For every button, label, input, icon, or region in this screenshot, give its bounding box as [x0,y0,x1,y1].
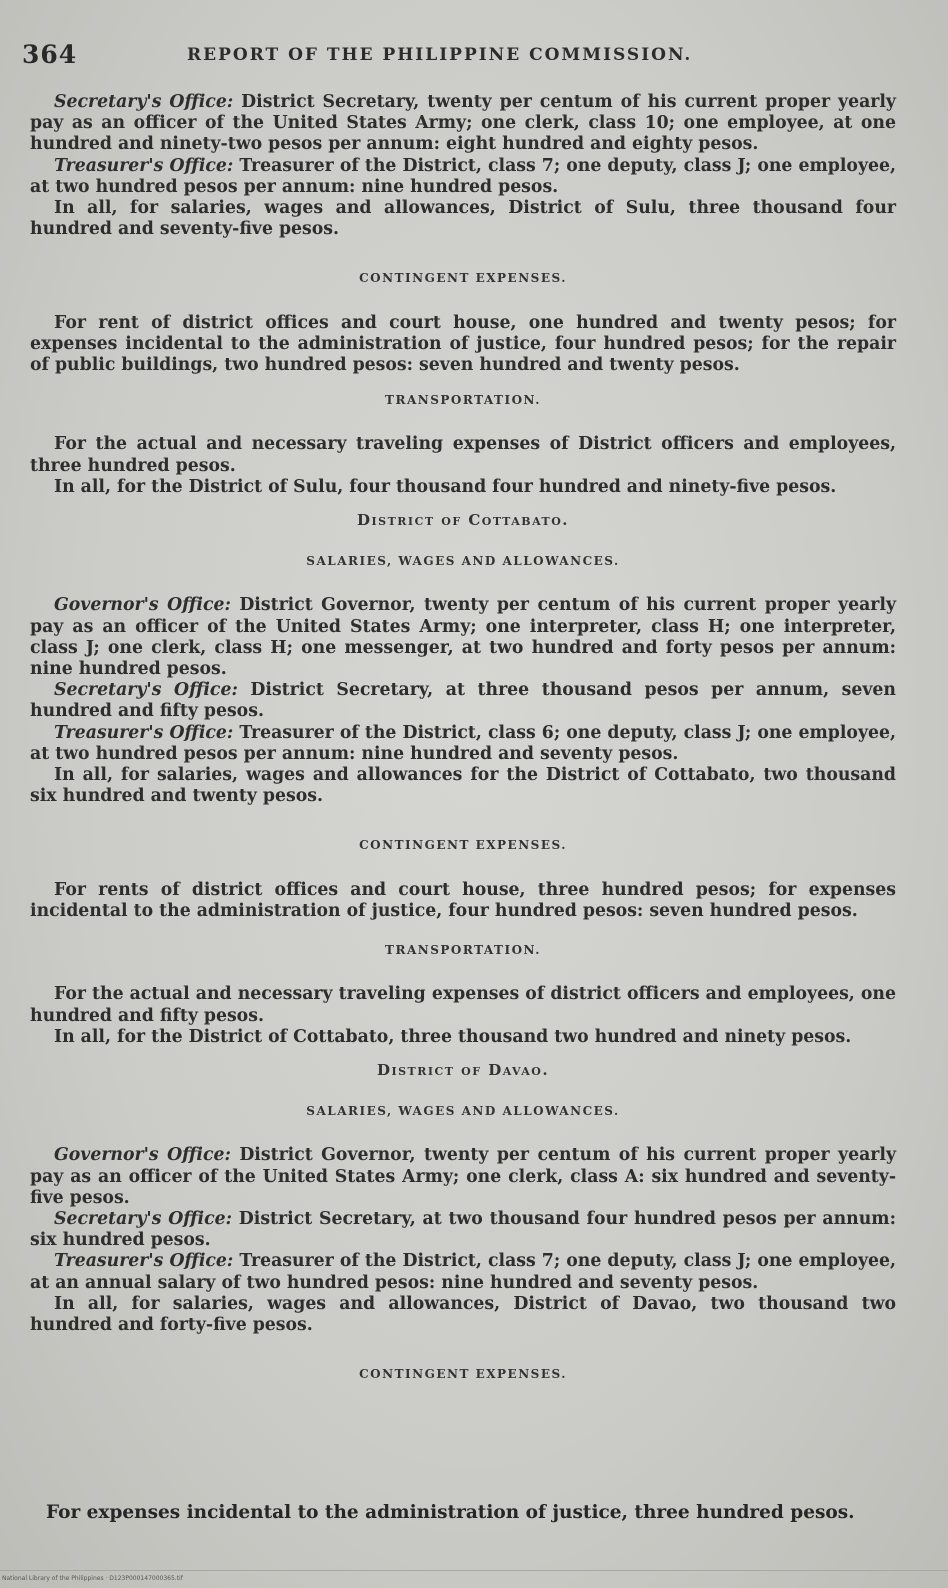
paragraph-text: Treasurer of the District, class 6; one deputy, class J; one employee, at two hundred pesos per annum: nine hundred and seventy pesos. [30,722,896,764]
office-label: Treasurer's Office: [54,722,234,743]
section-heading: TRANSPORTATION. [385,943,541,958]
paragraph: For the actual and necessary traveling expenses of district officers and employees, one hundred and fifty pesos. [30,984,896,1026]
paragraph [30,1209,896,1251]
paragraph-text: District Secretary, at two thousand four hundred pesos per annum: six hundred pesos. [30,1208,896,1251]
final-paragraph: For expenses incidental to the administration of justice, three hundred pesos. [46,1502,855,1523]
paragraph: In all, for the District of Cottabato, three thousand two hundred and ninety pesos. [54,1026,852,1047]
footer-divider [0,1570,948,1571]
paragraph: For rent of district offices and court house, one hundred and twenty pesos; for expenses incidental to the administration of justice, four hundred pesos; for the repair of public buildings, two hundred pesos: seven hundred and twenty pesos. [30,312,896,376]
office-label: Treasurer's Office: [54,155,234,176]
paragraph-text: Treasurer of the District, class 7; one deputy, class J; one employee, at an annual salary of two hundred pesos: nine hundred and seventy pesos. [30,1251,896,1293]
page-body [30,92,896,1408]
office-label: Treasurer's Office: [54,1251,234,1272]
paragraph [30,723,896,765]
office-label: Governor's Office: [54,1145,231,1166]
paragraph: In all, for salaries, wages and allowances, District of Davao, two thousand two hundred and forty-five pesos. [30,1293,896,1335]
section-heading: CONTINGENT EXPENSES. [359,838,567,853]
paragraph [30,1251,896,1293]
section-heading: SALARIES, WAGES AND ALLOWANCES. [306,1104,620,1119]
paragraph [30,595,896,680]
district-heading: District of Cottabato. [357,511,569,530]
section-heading: SALARIES, WAGES AND ALLOWANCES. [306,554,620,569]
office-label: Secretary's Office: [54,1208,233,1229]
paragraph: In all, for salaries, wages and allowances for the District of Cottabato, two thousand six hundred and twenty pesos. [30,765,896,807]
office-label: Secretary's Office: [54,680,238,701]
paragraph: For the actual and necessary traveling expenses of District officers and employees, three hundred pesos. [30,434,896,476]
paragraph-text: District Governor, twenty per centum of his current proper yearly pay as an officer of the United States Army; one interpreter, class H; one interpreter, class J; one clerk, class H; one messenger, at two hundred and forty pesos per annum: nine hundred pesos. [30,595,896,680]
paragraph-text: Treasurer of the District, class 7; one deputy, class J; one employee, at two hundred pesos per annum: nine hundred pesos. [30,155,896,197]
paragraph-text: District Governor, twenty per centum of his current proper yearly pay as an officer of the United States Army; one clerk, class A: six hundred and seventy-five pesos. [30,1145,896,1208]
running-title: REPORT OF THE PHILIPPINE COMMISSION. [187,45,693,65]
page-number: 364 [22,40,78,69]
scan-footer: National Library of the Philippines · D123P000147000365.tif [2,1575,183,1582]
page-header [22,40,902,80]
paragraph [30,156,896,198]
paragraph: In all, for salaries, wages and allowances, District of Sulu, three thousand four hundred and seventy-five pesos. [30,198,896,240]
paragraph [30,1145,896,1209]
district-heading: District of Davao. [376,1060,550,1079]
paragraph: In all, for the District of Sulu, four thousand four hundred and ninety-five pesos. [54,476,837,497]
paragraph: For rents of district offices and court house, three hundred pesos; for expenses incidental to the administration of justice, four hundred pesos: seven hundred pesos. [30,879,896,921]
section-heading: CONTINGENT EXPENSES. [359,1367,567,1382]
paragraph [30,680,896,722]
office-label: Governor's Office: [54,595,231,616]
paragraph-text: District Secretary, twenty per centum of his current proper yearly pay as an officer of the United States Army; one clerk, class 10; one employee, at one hundred and ninety-two pesos per annum: eight hundred and eighty pesos. [30,92,896,155]
section-heading: TRANSPORTATION. [385,393,541,408]
office-label: Secretary's Office: [54,92,234,112]
paragraph [30,92,896,156]
paragraph-text: District Secretary, at three thousand pesos per annum, seven hundred and fifty pesos. [30,680,896,722]
section-heading: CONTINGENT EXPENSES. [359,271,567,286]
